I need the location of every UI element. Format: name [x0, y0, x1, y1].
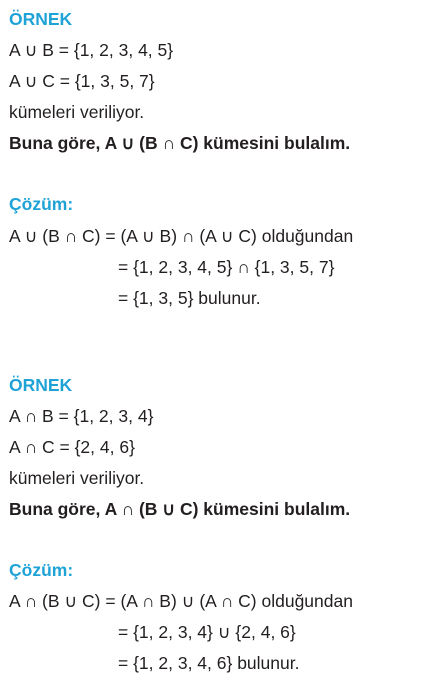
given-line: A ∪ C = {1, 3, 5, 7} — [9, 71, 155, 91]
solution-line: A ∩ (B ∪ C) = (A ∩ B) ∪ (A ∩ C) olduğundan — [9, 591, 353, 611]
solution-line: = {1, 2, 3, 4, 5} ∩ {1, 3, 5, 7} — [118, 257, 335, 277]
given-line: A ∩ B = {1, 2, 3, 4} — [9, 406, 154, 426]
solution-line: A ∪ (B ∩ C) = (A ∪ B) ∩ (A ∪ C) olduğundan — [9, 226, 354, 246]
solution-line: = {1, 2, 3, 4} ∪ {2, 4, 6} — [118, 622, 296, 642]
statement-text: kümeleri veriliyor. — [9, 468, 145, 488]
solution-line: = {1, 2, 3, 4, 6} bulunur. — [118, 653, 300, 673]
solution-heading: Çözüm: — [9, 560, 74, 580]
given-line: A ∪ B = {1, 2, 3, 4, 5} — [9, 40, 174, 60]
given-line: A ∩ C = {2, 4, 6} — [9, 437, 135, 457]
question-text: Buna göre, A ∪ (B ∩ C) kümesini bulalım. — [9, 133, 351, 153]
solution-heading: Çözüm: — [9, 194, 74, 214]
example-heading: ÖRNEK — [9, 375, 73, 395]
solution-line: = {1, 3, 5} bulunur. — [118, 288, 261, 308]
statement-text: kümeleri veriliyor. — [9, 102, 145, 122]
example-heading: ÖRNEK — [9, 9, 73, 29]
question-text: Buna göre, A ∩ (B ∪ C) kümesini bulalım. — [9, 499, 351, 519]
